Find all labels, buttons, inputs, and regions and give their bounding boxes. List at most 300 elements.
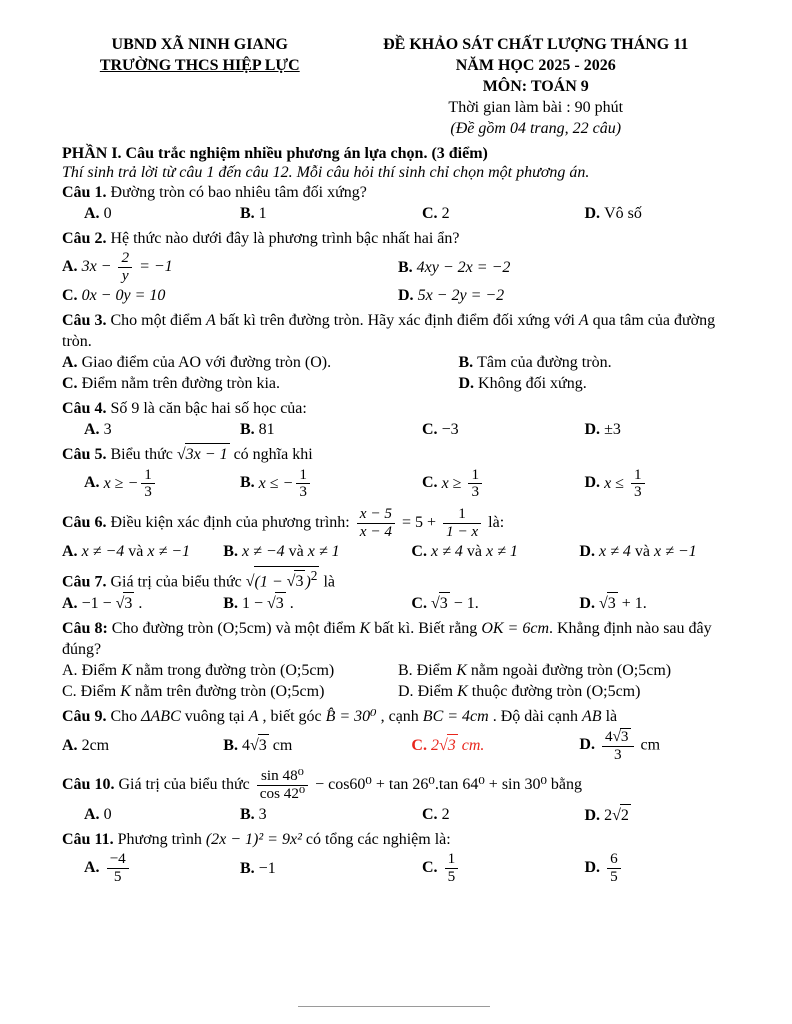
q11-stem: Phương trình [113, 830, 206, 848]
q1-label: Câu 1. [62, 184, 107, 202]
q10-options [62, 804, 734, 826]
opt-text: Điểm [416, 662, 457, 680]
opt-text: Giao điểm của AO với đường tròn (O). [81, 354, 332, 372]
opt-text: cm [636, 736, 661, 754]
q7-opt-b [223, 592, 411, 614]
pages-note: (Đề gồm 04 trang, 22 câu) [450, 120, 622, 138]
question-2 [62, 228, 734, 307]
q10-label: Câu 10. [62, 776, 115, 794]
opt-text: Điểm [417, 683, 458, 701]
fraction [257, 768, 308, 802]
opt-text: x ≠ 4 [598, 543, 635, 561]
opt-text: . [285, 595, 294, 613]
question-1 [62, 182, 734, 225]
frac-den: 3 [299, 483, 307, 501]
math-text: BC = 4cm [422, 707, 489, 725]
opt-text: cm [268, 737, 293, 755]
opt-letter: C. [411, 595, 427, 613]
math-text: OK = 6cm [481, 619, 549, 637]
question-11 [62, 829, 734, 887]
sqrt-expression [116, 595, 135, 612]
question-9 [62, 706, 734, 765]
q9-opt-a [62, 735, 223, 756]
q10-opt-c [422, 804, 585, 825]
opt-letter: D. [458, 375, 475, 393]
frac-num: 1 [296, 467, 310, 485]
opt-text: và [634, 543, 650, 561]
question-4 [62, 398, 734, 441]
opt-text: Vô số [604, 205, 642, 223]
q1-opt-c [422, 203, 585, 224]
opt-letter: D. [579, 736, 595, 754]
opt-text: x ≠ −4 [241, 543, 289, 561]
frac-den: 1 − x [445, 522, 479, 540]
opt-text: 3 [258, 806, 267, 824]
q3-opt-c [62, 373, 458, 394]
opt-text: Điểm nằm trên đường tròn kia. [81, 375, 280, 393]
opt-letter: C. [411, 543, 427, 561]
sqrt-expression [431, 595, 450, 612]
q7-stem: là [319, 572, 335, 590]
fraction [357, 506, 395, 540]
q5-options [62, 466, 734, 502]
opt-text: và [466, 543, 482, 561]
radicand: 2 [620, 804, 631, 826]
q8-opt-b [398, 660, 734, 681]
opt-text: 4xy − 2x = −2 [416, 258, 511, 276]
opt-letter: A. [62, 543, 78, 561]
opt-text: x ≤ − [258, 474, 294, 492]
q3-label: Câu 3. [62, 311, 107, 329]
radicand: 3 [275, 592, 286, 614]
q1-opt-b [240, 203, 422, 224]
math-var: K [121, 662, 132, 680]
q9-stem: Cho [106, 707, 142, 725]
q6-stem: Điều kiện xác định của phương trình: [106, 513, 354, 531]
math-num: 9 [131, 399, 140, 417]
opt-letter: C. [62, 375, 78, 393]
opt-letter: C. [422, 474, 438, 492]
frac-num: 1 [445, 851, 459, 869]
opt-letter: B. [223, 543, 238, 561]
q8-stem: bất kì. Biết rằng [370, 619, 482, 637]
exponent: 2 [310, 567, 318, 583]
frac-num: 1 [631, 467, 645, 485]
q8-opt-c [62, 681, 398, 702]
fraction [445, 851, 459, 885]
q6-opt-c [411, 541, 579, 562]
opt-letter: A. [84, 806, 100, 824]
duration-line: Thời gian làm bài : 90 phút [448, 99, 624, 117]
opt-letter: A. [62, 257, 78, 275]
q3-opt-a [62, 352, 458, 373]
opt-letter: D. [579, 543, 595, 561]
q5-opt-b [240, 466, 422, 502]
header [62, 34, 734, 140]
opt-letter: A. [62, 736, 78, 754]
opt-letter: A. [62, 354, 78, 372]
opt-text: x ≠ −1 [649, 543, 697, 561]
q5-opt-d [585, 466, 735, 502]
opt-text: 2 [441, 806, 450, 824]
opt-letter: C. [422, 859, 438, 877]
q2-opt-d [398, 285, 734, 306]
opt-text: x ≠ −4 [81, 543, 129, 561]
opt-letter: B. [240, 420, 255, 438]
radicand: 3 [620, 727, 629, 745]
q3-opt-d [458, 373, 734, 394]
q2-label: Câu 2. [62, 229, 107, 247]
opt-text: 1 [258, 205, 267, 223]
q8-stem: Cho đường tròn (O;5cm) và một điểm [107, 619, 360, 637]
question-3 [62, 310, 734, 395]
opt-letter: D. [584, 420, 601, 438]
q8-opt-a [62, 660, 398, 681]
opt-text: và [128, 543, 144, 561]
frac-num: x − 5 [357, 506, 395, 524]
q4-options [62, 419, 734, 440]
opt-text: nằm trong đường tròn (O;5cm) [131, 662, 335, 680]
fraction [296, 467, 310, 501]
q5-label: Câu 5. [62, 446, 107, 464]
opt-text: Điểm [80, 683, 121, 701]
q9-stem: , biết góc [258, 707, 326, 725]
opt-text: nằm ngoài đường tròn (O;5cm) [466, 662, 672, 680]
opt-text: 2 [441, 205, 450, 223]
q1-opt-a [84, 203, 240, 224]
opt-text: −1 − [81, 595, 116, 613]
sqrt-inner [287, 573, 306, 590]
frac-den: 3 [633, 483, 642, 501]
frac-den: 3 [144, 483, 152, 501]
math-text: B̂ = 30⁰ [325, 707, 377, 725]
math-num: 4 [604, 727, 613, 745]
sqrt-icon: √ [430, 595, 439, 613]
opt-letter: C. [62, 287, 78, 305]
sqrt-expression [613, 728, 631, 745]
frac-num: −4 [107, 851, 129, 869]
frac-den: y [121, 266, 129, 284]
q11-opt-a [84, 850, 240, 886]
frac-num: 1 [443, 506, 481, 524]
math-text: (2x − 1)² = 9x² [205, 830, 302, 848]
q11-opt-c [422, 850, 585, 886]
q10-stem: bằng [546, 776, 583, 794]
radicand [254, 566, 320, 593]
math-var: A [206, 311, 216, 329]
opt-letter: D. [584, 205, 601, 223]
math-text: (1 − [254, 572, 287, 590]
q5-stem: Biểu thức [106, 446, 177, 464]
q9-label: Câu 9. [62, 707, 107, 725]
q2-options [62, 249, 734, 307]
opt-letter: C. [422, 806, 438, 824]
opt-text: 3x − [81, 257, 116, 275]
q9-stem: là [601, 707, 618, 725]
opt-letter: B. [240, 205, 255, 223]
opt-text: và [288, 543, 304, 561]
school-year: NĂM HỌC 2025 - 2026 [455, 57, 616, 75]
opt-letter: C. [422, 205, 438, 223]
q4-label: Câu 4. [62, 399, 107, 417]
fraction [141, 467, 155, 501]
frac-den: 5 [113, 867, 122, 885]
frac-num: sin 48⁰ [257, 768, 308, 786]
math-var: K [120, 683, 131, 701]
sqrt-expression [612, 807, 631, 824]
q5-opt-c [422, 466, 585, 502]
opt-text: ±3 [604, 420, 621, 438]
q10-opt-b [240, 804, 422, 825]
math-text: ) [305, 572, 311, 590]
opt-letter: D. [584, 859, 601, 877]
opt-text: . [134, 595, 143, 613]
q5-opt-a [84, 466, 240, 502]
opt-letter: B. [398, 258, 413, 276]
q9-stem: . Độ dài cạnh [488, 707, 583, 725]
radicand: 3x − 1 [185, 443, 230, 465]
opt-letter: C. [422, 420, 438, 438]
radicand: 3 [294, 570, 305, 592]
q11-opt-b [240, 858, 422, 879]
opt-letter: B. [458, 354, 474, 372]
math-var: K [359, 619, 371, 637]
math-text: − cos60⁰ + tan 26⁰.tan 64⁰ + sin 30⁰ [311, 776, 547, 794]
opt-text: Điểm [81, 662, 122, 680]
opt-letter: B. [223, 595, 238, 613]
sqrt-expression [439, 737, 458, 754]
opt-text: 0 [103, 806, 112, 824]
opt-letter: C. [411, 737, 427, 755]
q2-opt-b [398, 257, 734, 278]
opt-text: = −1 [135, 257, 173, 275]
opt-text: Tâm của đường tròn. [477, 354, 612, 372]
opt-text: 5x − 2y = −2 [417, 287, 505, 305]
opt-letter: D. [584, 474, 601, 492]
radicand: 3 [447, 734, 458, 756]
opt-letter: D. [398, 683, 414, 701]
fraction [602, 728, 634, 763]
math-var: A [578, 311, 589, 329]
sqrt-expression [250, 737, 269, 754]
frac-den: 3 [471, 483, 480, 501]
q7-opt-a [62, 592, 223, 614]
org-name: UBND XÃ NINH GIANG [111, 36, 288, 53]
radicand: 3 [123, 592, 134, 614]
math-text: = 5 + [397, 513, 440, 531]
exam-title: ĐỀ KHẢO SÁT CHẤT LƯỢNG THÁNG 11 [383, 36, 689, 53]
question-7 [62, 566, 734, 615]
q4-stem: là căn bậc hai số học của: [139, 399, 307, 417]
opt-text: nằm trên đường tròn (O;5cm) [130, 683, 325, 701]
q9-stem: vuông tại [180, 707, 249, 725]
frac-num [602, 728, 634, 747]
q1-opt-d [585, 203, 735, 224]
header-left [62, 34, 338, 140]
opt-letter: B. [398, 662, 413, 680]
q9-opt-c-highlighted [411, 734, 579, 756]
part1-heading: PHẦN I. Câu trắc nghiệm nhiều phương án lựa chọn. (3 điểm) [62, 144, 488, 162]
sqrt-icon: √ [598, 595, 607, 613]
sqrt-icon: √ [266, 595, 275, 613]
header-right [338, 34, 734, 140]
opt-text: 3 [103, 420, 112, 438]
footer-divider [298, 1006, 490, 1007]
sqrt-expression [599, 595, 618, 612]
q4-opt-b [240, 419, 422, 440]
q7-opt-c [411, 592, 579, 614]
sqrt-icon: √ [249, 737, 258, 755]
fraction [631, 467, 645, 501]
opt-text: 2 [604, 806, 613, 824]
q7-opt-d [579, 592, 734, 614]
opt-letter: A. [84, 420, 100, 438]
q1-stem: Đường tròn có bao nhiêu tâm đối xứng? [106, 184, 367, 202]
fraction [468, 467, 482, 501]
sqrt-icon: √ [115, 595, 124, 613]
q6-opt-b [223, 541, 411, 562]
q8-options [62, 660, 734, 703]
math-text: ΔABC [141, 707, 181, 725]
sqrt-expression [177, 446, 230, 463]
sqrt-icon: √ [176, 446, 185, 464]
q4-opt-d [585, 419, 735, 440]
opt-text: 2cm [81, 736, 110, 754]
q9-options [62, 727, 734, 764]
opt-text: thuộc đường tròn (O;5cm) [467, 683, 641, 701]
frac-den: 5 [610, 867, 618, 885]
q3-stem: qua tâm của đường tròn. [62, 311, 716, 350]
fraction [118, 250, 132, 284]
school-name: TRƯỜNG THCS HIỆP LỰC [99, 57, 300, 75]
opt-text: x ≠ 4 [430, 543, 467, 561]
opt-text: x ≠ −1 [143, 543, 191, 561]
q11-options [62, 850, 734, 886]
q10-opt-d [585, 804, 735, 826]
frac-num: 1 [141, 467, 155, 485]
q8-stem: . Khẳng định nào sau đây đúng? [62, 619, 712, 658]
opt-letter: A. [84, 859, 100, 877]
opt-text: −1 [258, 859, 276, 877]
q9-stem: , cạnh [376, 707, 423, 725]
sqrt-icon: √ [438, 737, 447, 755]
sqrt-icon: √ [612, 806, 620, 824]
opt-letter: A. [84, 474, 100, 492]
radicand: 3 [258, 734, 269, 756]
q6-stem: là: [484, 513, 505, 531]
question-10 [62, 767, 734, 826]
opt-letter: D. [584, 806, 601, 824]
opt-text: x ≠ 1 [303, 543, 340, 561]
q4-opt-c [422, 419, 585, 440]
opt-letter: B. [240, 806, 255, 824]
frac-den: x − 4 [359, 522, 392, 540]
subject-line: MÔN: TOÁN 9 [482, 78, 589, 96]
q11-opt-d [585, 850, 735, 886]
q11-label: Câu 11. [62, 830, 114, 848]
frac-den: 3 [613, 745, 622, 763]
q11-stem: có tổng các nghiệm là: [301, 830, 451, 848]
q1-options [62, 203, 734, 224]
opt-text: 2 [430, 737, 439, 755]
q6-label: Câu 6. [62, 513, 107, 531]
opt-text: x ≤ [604, 474, 628, 492]
q7-stem: Giá trị của biểu thức [106, 572, 246, 590]
question-6 [62, 505, 734, 563]
opt-letter: D. [579, 595, 595, 613]
opt-text: 0 [103, 205, 112, 223]
frac-den: 5 [447, 867, 456, 885]
q6-opt-d [579, 541, 734, 562]
q4-stem: Số [106, 399, 132, 417]
opt-text: 81 [258, 420, 275, 438]
q9-opt-d [579, 727, 734, 764]
sqrt-icon: √ [245, 572, 254, 590]
frac-num: 2 [118, 250, 132, 268]
q10-stem: Giá trị của biểu thức [114, 776, 254, 794]
q10-opt-a [84, 804, 240, 825]
math-var: K [457, 683, 468, 701]
opt-letter: A. [84, 205, 100, 223]
sqrt-icon: √ [286, 572, 295, 590]
q3-stem: Cho một điểm [106, 311, 207, 329]
opt-text: x ≥ [441, 474, 466, 492]
opt-text: 1 − [241, 595, 267, 613]
opt-letter: A. [62, 595, 78, 613]
math-var: K [456, 662, 467, 680]
q8-opt-d [398, 681, 734, 702]
q5-stem: có nghĩa khi [229, 446, 313, 464]
part1-instruction: Thí sinh trả lời từ câu 1 đến câu 12. Mỗi câu hỏi thí sinh chỉ chọn một phương án. [62, 164, 590, 182]
opt-text: −3 [441, 420, 459, 438]
sqrt-icon: √ [612, 727, 620, 745]
fraction [443, 506, 481, 540]
q2-opt-c [62, 285, 398, 306]
opt-text: 0x − 0y = 10 [81, 287, 166, 305]
q3-opt-b [458, 352, 734, 373]
frac-num: 6 [607, 851, 621, 869]
opt-text: cm. [457, 737, 485, 755]
q6-options [62, 541, 734, 562]
opt-letter: B. [223, 737, 238, 755]
q8-label: Câu 8: [62, 619, 108, 637]
sqrt-expression [267, 595, 286, 612]
question-8 [62, 618, 734, 703]
q3-stem: bất kì trên đường tròn. Hãy xác định điểm đối xứng với [215, 311, 579, 329]
q7-options [62, 592, 734, 614]
math-var: A [248, 707, 259, 725]
q2-opt-a [62, 249, 398, 285]
frac-den: cos 42⁰ [259, 784, 306, 802]
opt-text: 4 [241, 737, 250, 755]
radicand: 3 [607, 592, 618, 614]
opt-text: x ≥ − [103, 474, 139, 492]
radicand: 3 [439, 592, 450, 614]
opt-letter: C. [62, 683, 77, 701]
opt-text: − 1. [449, 595, 479, 613]
sqrt-outer [245, 567, 320, 590]
q6-opt-a [62, 541, 223, 562]
q2-stem: Hệ thức nào dưới đây là phương trình bậc nhất hai ẩn? [106, 229, 460, 247]
fraction [607, 851, 621, 885]
opt-letter: B. [240, 474, 255, 492]
opt-letter: D. [398, 287, 414, 305]
math-text: AB [582, 707, 602, 725]
opt-text: x ≠ 1 [481, 543, 518, 561]
q4-opt-a [84, 419, 240, 440]
q7-label: Câu 7. [62, 572, 107, 590]
q3-options [62, 352, 734, 395]
